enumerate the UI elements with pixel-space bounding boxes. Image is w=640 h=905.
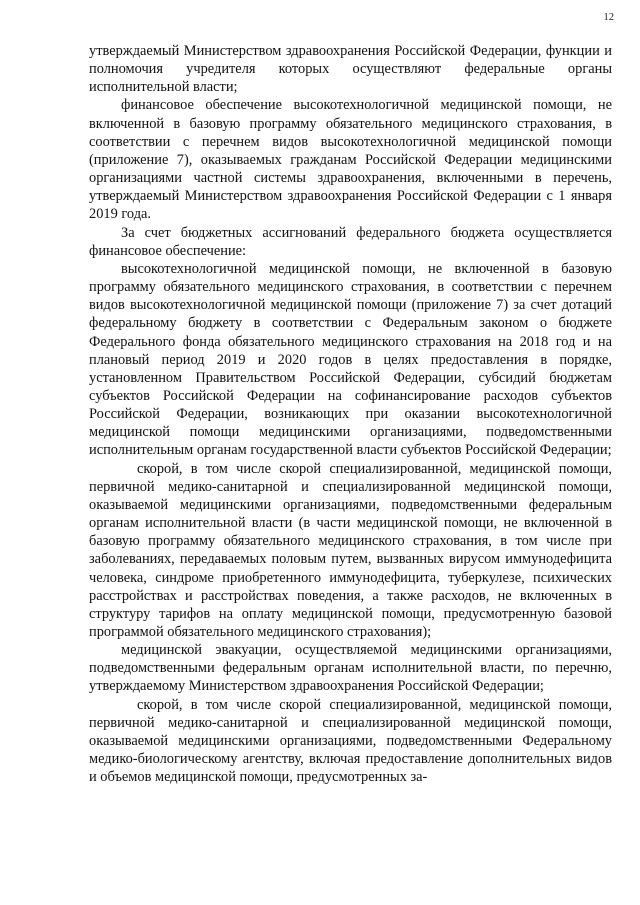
paragraph-continuation: утверждаемый Министерством здравоохранения Российской Федерации, функции и полномочия учредителя которых осуществляют федеральные органы исполнительной власти; xyxy=(89,43,612,96)
paragraph-emergency-fmba: скорой, в том числе скорой специализированной, медицинской помощи, первичной медико-санитарной и специализированной медицинской помощи, оказываемой медицинскими организациями, подведомственными Федеральному медико-биологическому агентству, включая предоставление дополнительных видов и объемов медицинской помощи, предусмотренных за- xyxy=(89,696,612,786)
paragraph-emergency-federal: скорой, в том числе скорой специализированной, медицинской помощи, первичной медико-санитарной и специализированной медицинской помощи, оказываемой медицинскими организациями, подведомственными федеральным органам исполнительной власти (в части медицинской помощи, не включенной в базовую программу обязательного медицинского страхования, в том числе при заболеваниях, передаваемых половым путем, вызванных вирусом иммунодефицита человека, синдроме приобретенного иммунодефицита, туберкулезе, психических расстройствах и расстройствах поведения, а также расходов, не включенных в структуру тарифов на оплату медицинской помощи, предусмотренную базовой программой обязательного медицинского страхования); xyxy=(89,460,612,640)
paragraph-private-hightech-care: финансовое обеспечение высокотехнологичной медицинской помощи, не включенной в базовую программу обязательного медицинского страхования, в соответствии с перечнем видов высокотехнологичной медицинской помощи (приложение 7), оказываемых гражданам Российской Федерации медицинскими организациями частной системы здравоохранения, включенными в перечень, утверждаемый Министерством здравоохранения Российской Федерации с 1 января 2019 года. xyxy=(89,97,612,223)
page-number: 12 xyxy=(603,12,614,23)
document-body xyxy=(89,42,612,786)
paragraph-hightech-subsidies: высокотехнологичной медицинской помощи, не включенной в базовую программу обязательного медицинского страхования, в соответствии с перечнем видов высокотехнологичной медицинской помощи (приложение 7) за счет дотаций федеральному бюджету в соответствии с Федеральным законом о бюджете Федерального фонда обязательного медицинского страхования на 2018 год и на плановый период 2019 и 2020 годов в целях предоставления в порядке, установленном Правительством Российской Федерации, субсидий бюджетам субъектов Российской Федерации на софинансирование расходов субъектов Российской Федерации, возникающих при оказании высокотехнологичной медицинской помощи медицинскими организациями, подведомственными исполнительным органам государственной власти субъектов Российской Федерации; xyxy=(89,260,612,459)
paragraph-medical-evacuation: медицинской эвакуации, осуществляемой медицинскими организациями, подведомственными федеральным органам исполнительной власти, по перечню, утверждаемому Министерством здравоохранения Российской Федерации; xyxy=(89,642,612,695)
paragraph-federal-budget-intro: За счет бюджетных ассигнований федерального бюджета осуществляется финансовое обеспечение: xyxy=(89,224,612,259)
